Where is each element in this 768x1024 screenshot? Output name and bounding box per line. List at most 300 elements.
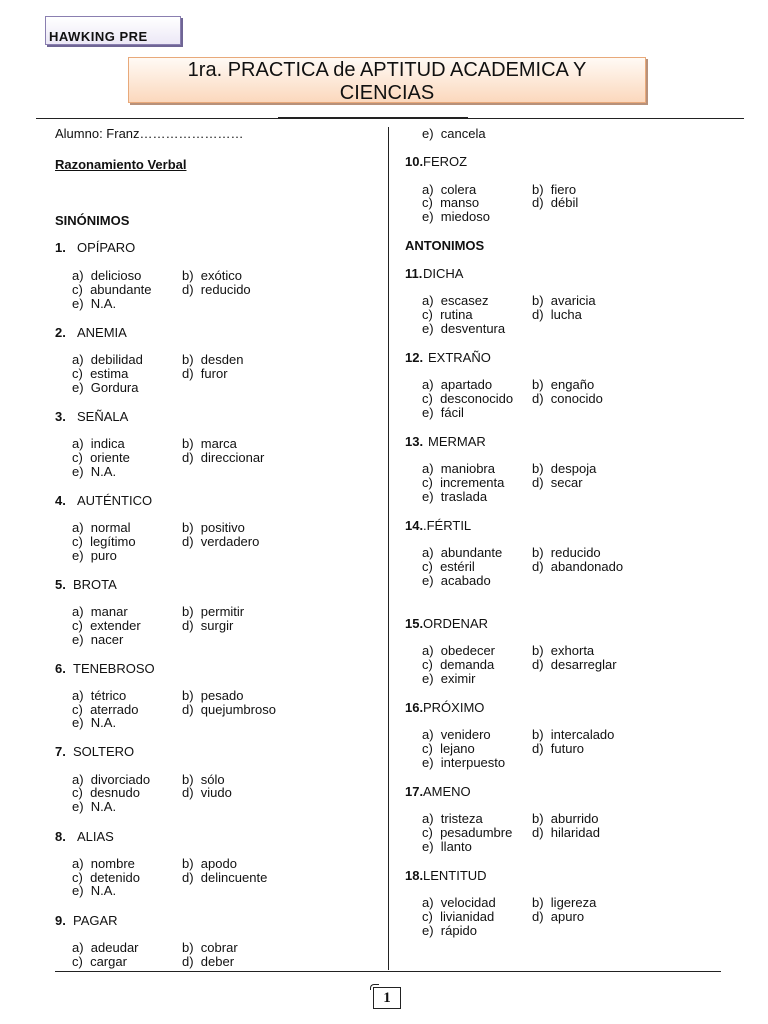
option-letter: d)	[182, 366, 201, 381]
option-text: secar	[550, 475, 583, 490]
option-text: interpuesto	[440, 755, 506, 770]
option-letter: b)	[182, 352, 201, 367]
question-word: EXTRAÑO	[428, 350, 491, 365]
option-letter: d)	[182, 785, 201, 800]
option-text: obedecer	[440, 643, 496, 658]
option-e	[422, 210, 490, 224]
option-letter: a)	[72, 352, 91, 367]
option-d	[182, 535, 259, 549]
option-text: delincuente	[200, 870, 268, 885]
option-letter: b)	[182, 268, 201, 283]
option-c	[422, 308, 473, 322]
option-text: positivo	[200, 520, 245, 535]
option-text: acabado	[440, 573, 491, 588]
synonyms-heading: SINÓNIMOS	[55, 213, 130, 228]
option-text: adeudar	[90, 940, 139, 955]
option-letter: b)	[532, 461, 551, 476]
option-b	[182, 857, 237, 871]
option-text: desnudo	[90, 785, 140, 800]
option-d	[182, 955, 234, 969]
option-a	[422, 812, 483, 826]
option-letter: c)	[72, 702, 91, 717]
option-text: débil	[550, 195, 579, 210]
option-b	[182, 353, 243, 367]
option-e	[422, 924, 477, 938]
option-letter: a)	[422, 377, 441, 392]
option-letter: c)	[72, 534, 91, 549]
option-c	[422, 658, 494, 672]
option-text: venidero	[440, 727, 491, 742]
option-a	[72, 941, 139, 955]
option-text: N.A.	[90, 464, 117, 479]
option-text: rutina	[440, 307, 473, 322]
option-text: futuro	[550, 741, 585, 756]
option-text: engaño	[550, 377, 595, 392]
option-letter: c)	[72, 785, 91, 800]
option-letter: b)	[182, 856, 201, 871]
question-word: OPÍPARO	[77, 240, 136, 255]
option-letter: b)	[532, 727, 551, 742]
antonyms-heading: ANTONIMOS	[405, 238, 485, 253]
option-text: N.A.	[90, 883, 117, 898]
option-b	[182, 521, 245, 535]
option-c	[422, 560, 475, 574]
option-letter: c)	[422, 909, 441, 924]
option-letter: a)	[72, 772, 91, 787]
option-c	[422, 742, 475, 756]
option-letter: b)	[532, 545, 551, 560]
option-text: traslada	[440, 489, 488, 504]
option-text: oriente	[90, 450, 130, 465]
option-letter: c)	[422, 307, 441, 322]
option-b	[532, 546, 601, 560]
option-letter: a)	[422, 545, 441, 560]
question-word: LENTITUD	[423, 868, 487, 883]
option-letter: e)	[72, 380, 91, 395]
option-letter: a)	[72, 856, 91, 871]
page-title	[128, 57, 646, 103]
question-number: 14.	[405, 518, 424, 533]
option-e	[72, 800, 116, 814]
question-word: PRÓXIMO	[423, 700, 485, 715]
option-text: lejano	[440, 741, 475, 756]
option-letter: a)	[72, 604, 91, 619]
option-text: direccionar	[200, 450, 265, 465]
header-rule-thick	[278, 117, 468, 119]
option-a	[422, 294, 489, 308]
option-letter: b)	[182, 604, 201, 619]
option-d	[182, 786, 232, 800]
option-letter: e)	[72, 799, 91, 814]
option-e	[422, 574, 491, 588]
question-word: MERMAR	[428, 434, 486, 449]
option-c	[422, 392, 513, 406]
option-b	[182, 437, 237, 451]
option-text: avaricia	[550, 293, 596, 308]
option-text: nacer	[90, 632, 124, 647]
option-text: desconocido	[440, 391, 514, 406]
option-letter: a)	[72, 688, 91, 703]
question-number: 2.	[55, 325, 66, 340]
option-letter: c)	[72, 366, 91, 381]
option-text: indica	[90, 436, 125, 451]
column-divider	[388, 127, 389, 970]
question-word: SEÑALA	[77, 409, 129, 424]
option-text: cobrar	[200, 940, 238, 955]
option-e	[72, 549, 117, 563]
option-c	[72, 451, 130, 465]
option-a	[422, 896, 496, 910]
option-d	[532, 658, 617, 672]
option-letter: e)	[72, 296, 91, 311]
option-a	[72, 437, 125, 451]
option-letter: a)	[422, 643, 441, 658]
option-text: tétrico	[90, 688, 127, 703]
option-letter: b)	[182, 688, 201, 703]
option-letter: d)	[182, 618, 201, 633]
option-text: demanda	[440, 657, 495, 672]
option-text: cargar	[90, 954, 127, 969]
option-letter: e)	[72, 464, 91, 479]
option-text: colera	[440, 182, 477, 197]
option-letter: d)	[532, 307, 551, 322]
option-b	[532, 812, 599, 826]
option-text: eximir	[440, 671, 476, 686]
option-e	[422, 490, 487, 504]
option-text: ligereza	[550, 895, 597, 910]
option-text: rápido	[440, 923, 477, 938]
option-letter: c)	[72, 618, 91, 633]
option-b	[532, 378, 594, 392]
option-a	[72, 521, 131, 535]
option-text: desden	[200, 352, 244, 367]
option-letter: b)	[182, 940, 201, 955]
option-letter: e)	[422, 839, 441, 854]
option-letter: d)	[532, 391, 551, 406]
option-text: sólo	[200, 772, 225, 787]
question-number: 17.	[405, 784, 424, 799]
option-c	[422, 476, 504, 490]
option-a	[72, 605, 128, 619]
question-word: PAGAR	[73, 913, 118, 928]
option-text: hilaridad	[550, 825, 600, 840]
option-letter: c)	[422, 657, 441, 672]
footer-rule	[55, 971, 721, 972]
option-letter: b)	[532, 182, 551, 197]
option-letter: a)	[422, 461, 441, 476]
option-text: despoja	[550, 461, 597, 476]
option-letter: d)	[532, 909, 551, 924]
option-letter: e)	[422, 126, 441, 141]
option-letter: e)	[72, 548, 91, 563]
option-b	[182, 689, 243, 703]
option-letter: b)	[532, 293, 551, 308]
student-line: Alumno: Franz……………………	[55, 126, 244, 141]
question-word: .FÉRTIL	[423, 518, 472, 533]
option-text: surgir	[200, 618, 234, 633]
option-text: aterrado	[90, 702, 139, 717]
option-letter: a)	[422, 293, 441, 308]
option-letter: a)	[72, 940, 91, 955]
option-text: nombre	[90, 856, 135, 871]
question-word: BROTA	[73, 577, 117, 592]
option-text: incrementa	[440, 475, 505, 490]
option-letter: b)	[182, 436, 201, 451]
option-text: extender	[90, 618, 141, 633]
option-letter: d)	[182, 282, 201, 297]
option-letter: e)	[422, 573, 441, 588]
option-letter: d)	[532, 195, 551, 210]
option-e	[72, 884, 116, 898]
option-a	[422, 378, 492, 392]
option-letter: d)	[182, 534, 201, 549]
option-text: reducido	[200, 282, 251, 297]
question-number: 18.	[405, 868, 424, 883]
question-word: ANEMIA	[77, 325, 127, 340]
option-letter: d)	[532, 657, 551, 672]
option-text: quejumbroso	[200, 702, 276, 717]
option-text: estéril	[440, 559, 475, 574]
option-text: N.A.	[90, 296, 117, 311]
question-number: 6.	[55, 661, 66, 676]
question-number: 8.	[55, 829, 66, 844]
option-text: cancela	[440, 126, 486, 141]
option-e	[422, 406, 464, 420]
option-text: conocido	[550, 391, 603, 406]
option-d	[532, 476, 583, 490]
option-letter: e)	[72, 715, 91, 730]
brand-label: HAWKING PRE	[45, 16, 181, 45]
option-letter: d)	[532, 825, 551, 840]
option-letter: b)	[182, 520, 201, 535]
option-c	[72, 786, 140, 800]
option-c	[72, 283, 152, 297]
option-b	[182, 269, 242, 283]
question-word: SOLTERO	[73, 744, 135, 759]
option-e	[72, 297, 116, 311]
question-word: FEROZ	[423, 154, 468, 169]
option-letter: c)	[422, 559, 441, 574]
option-text: verdadero	[200, 534, 260, 549]
question-word: ALIAS	[77, 829, 114, 844]
option-text: marca	[200, 436, 237, 451]
option-text: lucha	[550, 307, 582, 322]
option-d	[532, 826, 600, 840]
option-letter: c)	[72, 282, 91, 297]
question-word: TENEBROSO	[73, 661, 155, 676]
option-letter: c)	[422, 825, 441, 840]
option-d	[182, 619, 233, 633]
option-e	[422, 127, 486, 141]
option-text: divorciado	[90, 772, 151, 787]
option-letter: a)	[422, 811, 441, 826]
option-letter: e)	[72, 632, 91, 647]
option-letter: e)	[422, 923, 441, 938]
option-a	[422, 462, 495, 476]
question-number: 15.	[405, 616, 424, 631]
option-text: reducido	[550, 545, 601, 560]
question-number: 11.	[405, 266, 423, 281]
option-c	[72, 367, 128, 381]
option-e	[422, 756, 505, 770]
option-e	[72, 465, 116, 479]
option-d	[532, 560, 623, 574]
option-d	[532, 910, 584, 924]
option-c	[72, 619, 141, 633]
option-text: apodo	[200, 856, 237, 871]
question-word: DICHA	[423, 266, 464, 281]
option-text: manar	[90, 604, 128, 619]
option-e	[422, 840, 472, 854]
option-text: deber	[200, 954, 235, 969]
option-b	[532, 462, 596, 476]
option-text: furor	[200, 366, 228, 381]
option-letter: d)	[182, 702, 201, 717]
page-number: 1	[373, 987, 401, 1009]
question-number: 5.	[55, 577, 66, 592]
option-text: delicioso	[90, 268, 142, 283]
option-text: desarreglar	[550, 657, 617, 672]
option-b	[532, 728, 614, 742]
question-number: 9.	[55, 913, 66, 928]
option-a	[72, 353, 143, 367]
option-text: detenido	[90, 870, 140, 885]
option-text: miedoso	[440, 209, 490, 224]
option-a	[72, 857, 135, 871]
option-a	[422, 728, 491, 742]
option-text: exótico	[200, 268, 242, 283]
option-d	[532, 308, 582, 322]
option-e	[72, 716, 116, 730]
option-d	[182, 703, 276, 717]
option-b	[532, 896, 596, 910]
option-text: N.A.	[90, 715, 117, 730]
option-d	[532, 742, 584, 756]
option-text: Gordura	[90, 380, 139, 395]
option-letter: d)	[182, 450, 201, 465]
question-word: AMENO	[423, 784, 471, 799]
option-letter: c)	[422, 391, 441, 406]
option-letter: b)	[532, 643, 551, 658]
option-letter: e)	[72, 883, 91, 898]
title-line-2: CIENCIAS	[339, 82, 435, 104]
option-letter: a)	[422, 727, 441, 742]
question-number: 16.	[405, 700, 424, 715]
option-text: pesado	[200, 688, 244, 703]
option-letter: d)	[532, 741, 551, 756]
option-letter: d)	[532, 475, 551, 490]
option-text: manso	[440, 195, 480, 210]
option-c	[422, 196, 479, 210]
option-a	[72, 689, 126, 703]
option-letter: c)	[422, 475, 441, 490]
option-text: exhorta	[550, 643, 595, 658]
option-letter: c)	[72, 954, 91, 969]
option-d	[182, 451, 264, 465]
option-letter: c)	[72, 450, 91, 465]
option-text: N.A.	[90, 799, 117, 814]
option-a	[422, 546, 502, 560]
option-letter: e)	[422, 321, 441, 336]
option-text: abandonado	[550, 559, 624, 574]
option-text: normal	[90, 520, 131, 535]
question-number: 4.	[55, 493, 66, 508]
option-text: aburrido	[550, 811, 599, 826]
option-letter: a)	[422, 895, 441, 910]
question-number: 10.	[405, 154, 424, 169]
question-number: 12.	[405, 350, 424, 365]
option-d	[532, 392, 603, 406]
option-text: legítimo	[90, 534, 136, 549]
option-letter: d)	[532, 559, 551, 574]
option-text: fácil	[440, 405, 464, 420]
option-letter: c)	[72, 870, 91, 885]
option-c	[422, 826, 512, 840]
option-text: tristeza	[440, 811, 483, 826]
option-b	[182, 941, 238, 955]
section-title: Razonamiento Verbal	[55, 157, 187, 172]
title-line-1: 1ra. PRACTICA de APTITUD ACADEMICA Y	[187, 59, 587, 81]
option-text: llanto	[440, 839, 472, 854]
option-text: desventura	[440, 321, 506, 336]
option-letter: e)	[422, 671, 441, 686]
option-letter: d)	[182, 870, 201, 885]
option-text: intercalado	[550, 727, 615, 742]
option-b	[532, 294, 596, 308]
option-text: velocidad	[440, 895, 496, 910]
option-text: fiero	[550, 182, 577, 197]
option-letter: a)	[422, 182, 441, 197]
question-word: ORDENAR	[423, 616, 489, 631]
option-text: pesadumbre	[440, 825, 513, 840]
option-letter: b)	[532, 895, 551, 910]
option-letter: a)	[72, 520, 91, 535]
option-letter: b)	[532, 377, 551, 392]
option-letter: a)	[72, 268, 91, 283]
option-text: maniobra	[440, 461, 495, 476]
option-e	[72, 633, 123, 647]
question-number: 7.	[55, 744, 66, 759]
option-d	[182, 283, 251, 297]
question-number: 3.	[55, 409, 66, 424]
option-letter: b)	[532, 811, 551, 826]
option-b	[532, 644, 594, 658]
option-text: apartado	[440, 377, 493, 392]
option-c	[72, 955, 127, 969]
option-d	[182, 871, 267, 885]
option-c	[72, 535, 136, 549]
option-text: estima	[90, 366, 129, 381]
option-e	[422, 322, 505, 336]
option-letter: c)	[422, 741, 441, 756]
option-text: abundante	[440, 545, 503, 560]
option-letter: e)	[422, 209, 441, 224]
option-letter: d)	[182, 954, 201, 969]
question-number: 1.	[55, 240, 66, 255]
option-b	[182, 605, 244, 619]
option-letter: e)	[422, 489, 441, 504]
option-text: escasez	[440, 293, 489, 308]
option-e	[72, 381, 139, 395]
option-letter: b)	[182, 772, 201, 787]
option-d	[182, 367, 228, 381]
option-text: livianidad	[440, 909, 495, 924]
option-e	[422, 672, 475, 686]
option-text: puro	[90, 548, 117, 563]
option-text: debilidad	[90, 352, 143, 367]
option-text: abundante	[90, 282, 152, 297]
option-a	[422, 644, 495, 658]
